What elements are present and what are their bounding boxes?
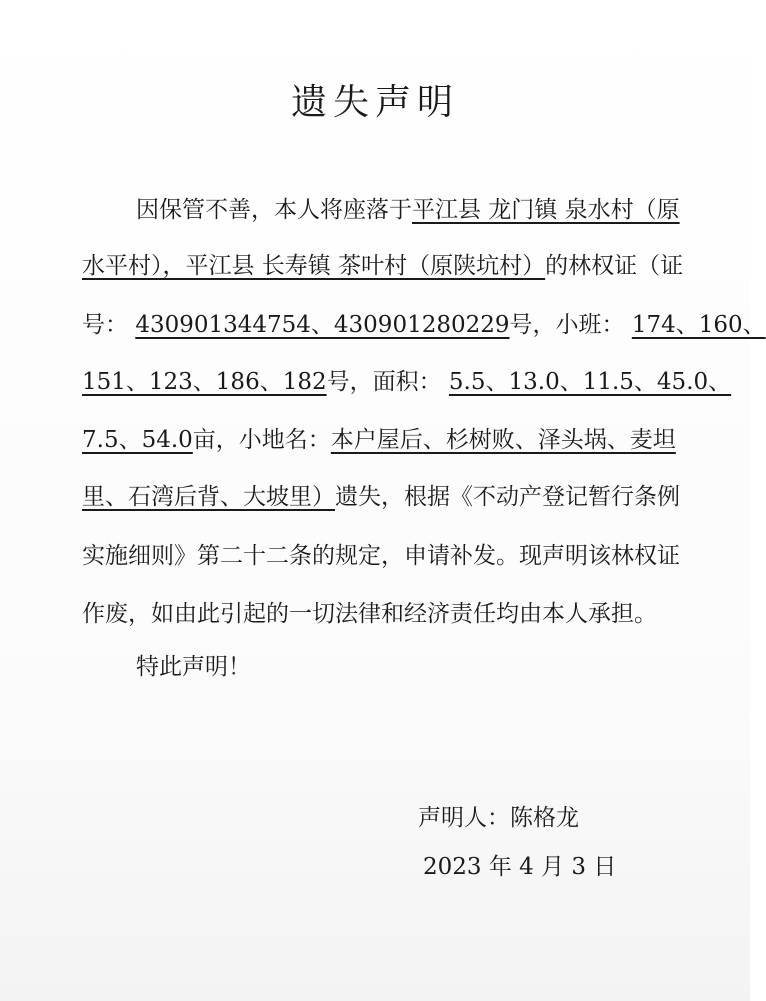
closing-line: 特此声明！	[136, 654, 251, 680]
location-text: 平江县 龙门镇 泉水村（原	[412, 197, 680, 223]
area-values: 5.5、13.0、11.5、45.0、	[448, 369, 732, 395]
body-text: 号：	[82, 312, 128, 338]
plot-numbers: 174、160、	[631, 312, 766, 338]
body-line-7: 实施细则》第二十二条的规定，申请补发。现声明该林权证	[82, 543, 680, 569]
body-text: 号，小班：	[509, 312, 625, 338]
certificate-numbers: 430901344754、430901280229	[135, 312, 510, 338]
body-text: 因保管不善，本人将座落于	[136, 197, 412, 223]
place-names: 本户屋后、杉树败、泽头埚、麦坦	[330, 427, 676, 453]
body-text: 号，面积：	[326, 369, 442, 395]
body-text: 亩，小地名：	[192, 427, 331, 453]
area-values: 7.5、54.0	[82, 427, 193, 453]
place-names: 里、石湾后背、大坡里）	[82, 484, 335, 510]
body-line-2	[82, 251, 683, 281]
body-line-5	[82, 425, 676, 455]
body-line-1	[136, 195, 680, 225]
plot-numbers: 151、123、186、182	[82, 369, 327, 395]
date-line: 2023 年 4 月 3 日	[423, 854, 617, 880]
body-text: 的林权证（证	[545, 253, 684, 279]
body-line-4	[82, 367, 731, 397]
body-line-3	[82, 310, 766, 340]
signer-line: 声明人：陈格龙	[418, 805, 579, 831]
body-line-8: 作废，如由此引起的一切法律和经济责任均由本人承担。	[82, 601, 657, 627]
page-title: 遗失声明	[290, 82, 459, 123]
body-text: 遗失，根据《不动产登记暂行条例	[335, 484, 680, 510]
location-text: 水平村），平江县 长寿镇 茶叶村（原陕坑村）	[82, 253, 546, 279]
body-line-6	[82, 482, 680, 512]
